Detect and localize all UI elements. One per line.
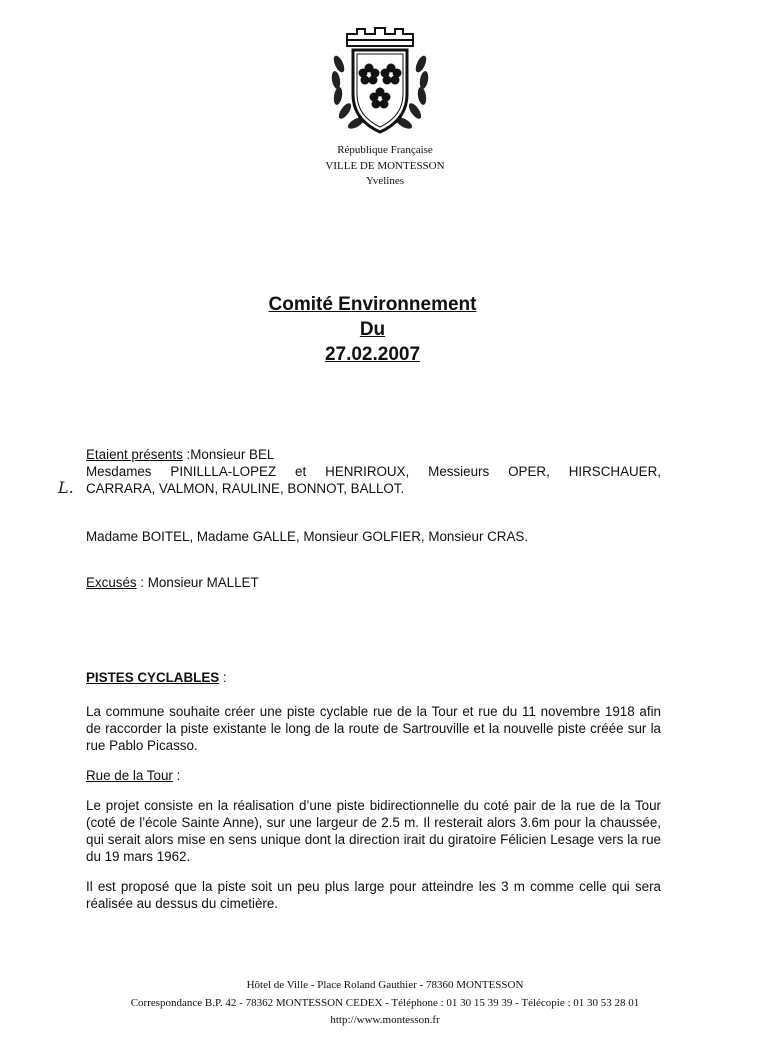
present-line-3: CARRARA, VALMON, RAULINE, BONNOT, BALLOT. bbox=[86, 481, 405, 496]
proposal-paragraph: Il est proposé que la piste soit un peu plus large pour atteindre les 3 m comme celle qui sera réalisée au dessus du cimetière. bbox=[86, 879, 661, 911]
footer-website: http://www.montesson.fr bbox=[330, 1014, 440, 1026]
handwritten-margin-mark: L. bbox=[58, 478, 74, 497]
section-heading-suffix: : bbox=[219, 670, 227, 685]
title-line-3: 27.02.2007 bbox=[324, 344, 421, 365]
present-line-2: Mesdames PINILLLA-LOPEZ et HENRIROUX, Messieurs OPER, HIRSCHAUER, bbox=[86, 464, 661, 479]
present-label: Etaient présents bbox=[86, 447, 183, 462]
excused-line bbox=[86, 574, 259, 591]
coat-of-arms-emblem bbox=[325, 24, 435, 140]
intro-paragraph: La commune souhaite créer une piste cyclable rue de la Tour et rue du 11 novembre 1918 afin de raccorder la piste existante le long de la route de Sartrouville et la nouvelle piste créée sur la rue Pablo Picasso. bbox=[86, 704, 661, 753]
subheading bbox=[86, 767, 180, 784]
footer-address: Hôtel de Ville - Place Roland Gauthier - 78360 MONTESSON bbox=[246, 979, 524, 991]
title-line-1: Comité Environnement bbox=[268, 294, 477, 315]
excused-names: : Monsieur MALLET bbox=[136, 575, 259, 590]
municipality-header bbox=[0, 143, 770, 190]
section-heading bbox=[86, 669, 227, 686]
other-attendees: Madame BOITEL, Madame GALLE, Monsieur GOLFIER, Monsieur CRAS. bbox=[86, 529, 529, 544]
project-paragraph: Le projet consiste en la réalisation d’une piste bidirectionnelle du coté pair de la rue de la Tour (coté de l’école Sainte Anne), sur une largeur de 2.5 m. Il resterait alors 3.6m pour la chaussée, qui serait alors mise en sens unique dont la direction irait du giratoire Félicien Lesage vers la rue du 19 mars 1962. bbox=[86, 798, 661, 864]
footer-contact: Correspondance B.P. 42 - 78362 MONTESSON CEDEX - Téléphone : 01 30 15 39 39 - Télécopie : 01 30 53 28 01 bbox=[130, 996, 640, 1009]
excused-label: Excusés bbox=[86, 575, 137, 590]
subheading-suffix: : bbox=[172, 768, 181, 783]
department-label: Yvelines bbox=[365, 175, 404, 187]
republic-label: République Française bbox=[337, 144, 433, 156]
present-first-name: :Monsieur BEL bbox=[182, 447, 275, 462]
present-line-1 bbox=[86, 446, 274, 463]
city-label: VILLE DE MONTESSON bbox=[325, 159, 445, 172]
title-line-2: Du bbox=[359, 319, 386, 340]
subheading-label: Rue de la Tour bbox=[86, 768, 173, 783]
document-title bbox=[0, 292, 745, 367]
page-footer bbox=[0, 977, 770, 1030]
section-heading-label: PISTES CYCLABLES bbox=[86, 670, 220, 685]
